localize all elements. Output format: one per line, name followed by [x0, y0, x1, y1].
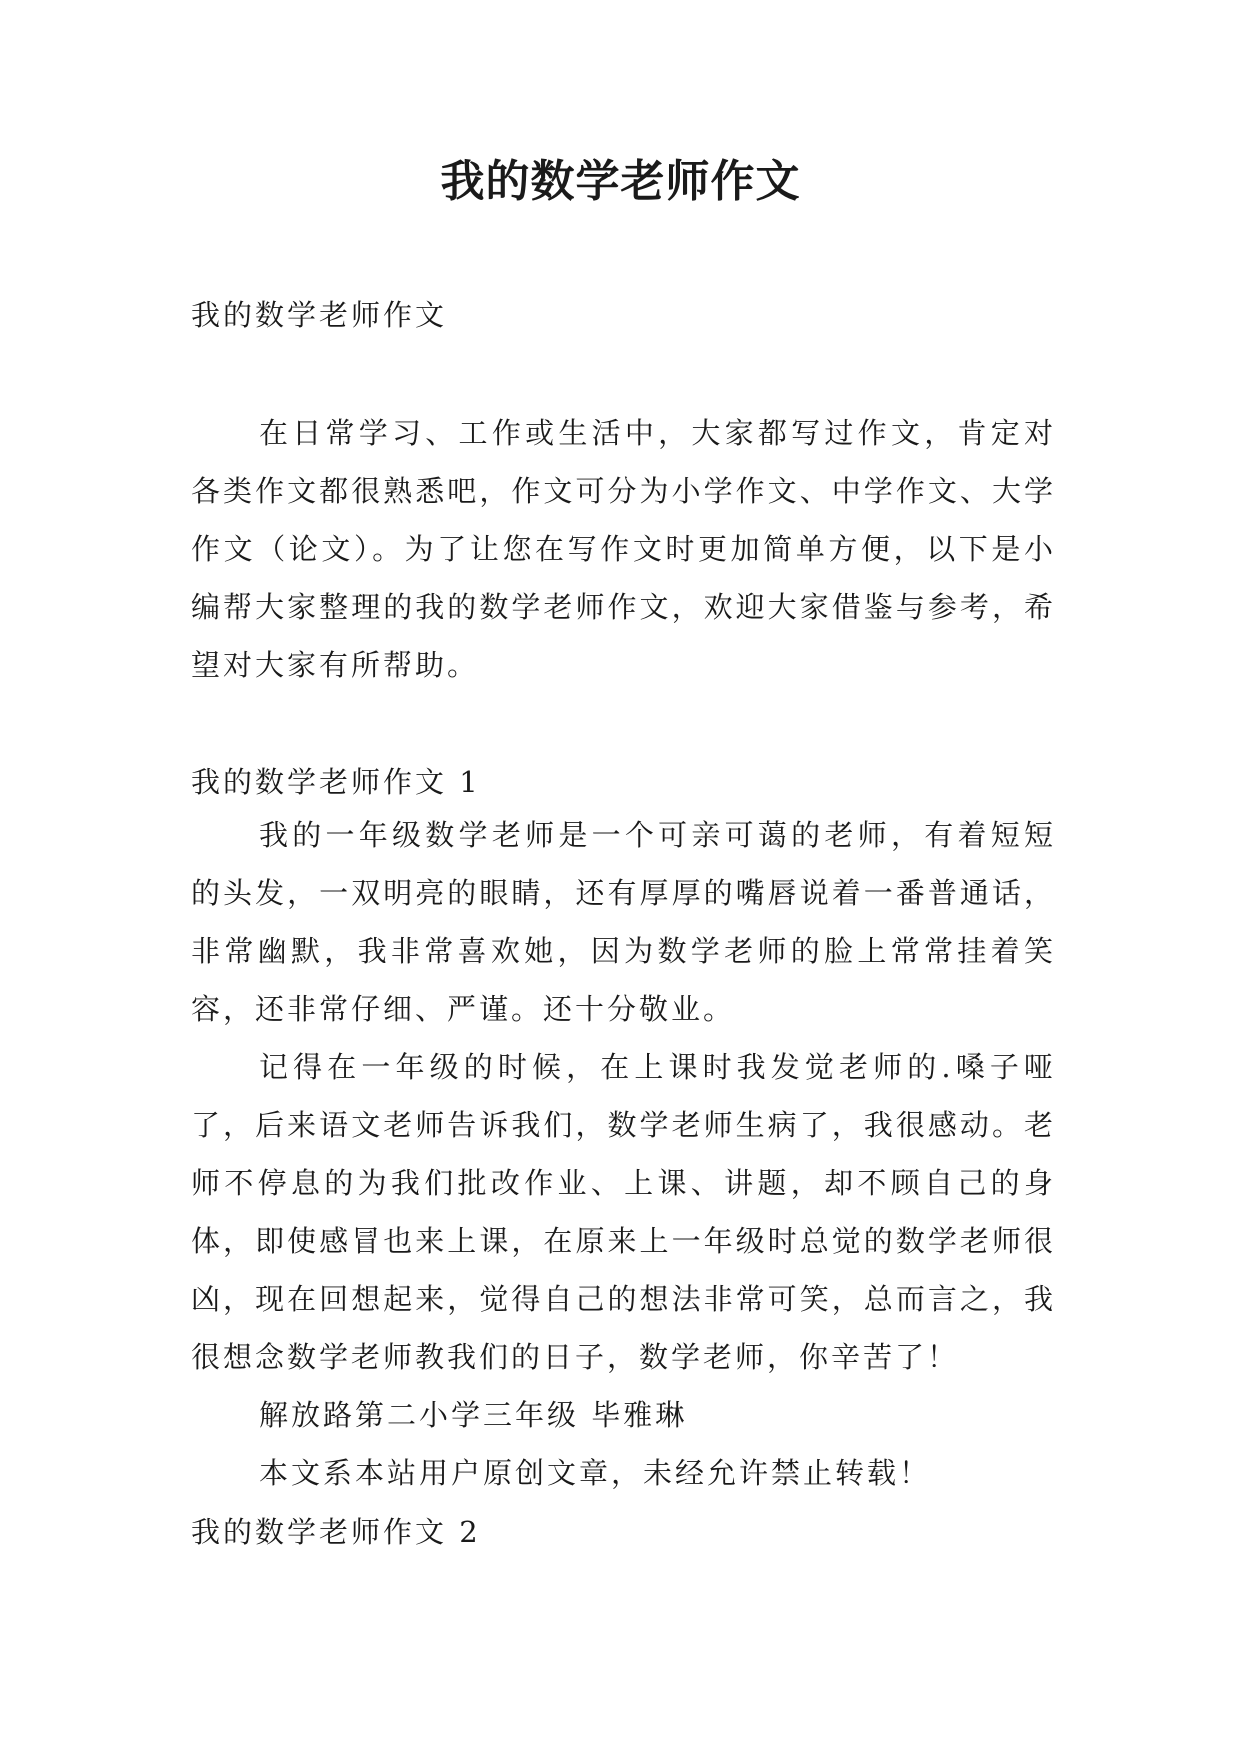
- essay-paragraph: 记得在一年级的时候，在上课时我发觉老师的.嗓子哑了，后来语文老师告诉我们，数学老师生病了，我很感动。老师不停息的为我们批改作业、上课、讲题，却不顾自己的身体，即使感冒也来上课，在原来上一年级时总觉的数学老师很凶，现在回想起来，觉得自己的想法非常可笑，总而言之，我很想念数学老师教我们的日子，数学老师，你辛苦了！: [191, 1050, 1056, 1374]
- document-subtitle: 我的数学老师作文: [191, 298, 448, 332]
- intro-paragraph: 在日常学习、工作或生活中，大家都写过作文，肯定对各类作文都很熟悉吧，作文可分为小学作文、中学作文、大学作文（论文）。为了让您在写作文时更加简单方便，以下是小编帮大家整理的我的数学老师作文，欢迎大家借鉴与参考，希望对大家有所帮助。: [191, 416, 1056, 682]
- essay-body-1: [191, 806, 1056, 1502]
- essay-paragraph: 我的一年级数学老师是一个可亲可蔼的老师，有着短短的头发，一双明亮的眼睛，还有厚厚的嘴唇说着一番普通话，非常幽默，我非常喜欢她，因为数学老师的脸上常常挂着笑容，还非常仔细、严谨。还十分敬业。: [191, 818, 1056, 1026]
- section-heading-2: 我的数学老师作文 2: [191, 1515, 481, 1549]
- author-line: 解放路第二小学三年级 毕雅琳: [259, 1398, 688, 1432]
- section-heading-1: 我的数学老师作文 1: [191, 765, 481, 799]
- page-title: 我的数学老师作文: [440, 156, 801, 207]
- copyright-notice: 本文系本站用户原创文章，未经允许禁止转载！: [259, 1456, 932, 1490]
